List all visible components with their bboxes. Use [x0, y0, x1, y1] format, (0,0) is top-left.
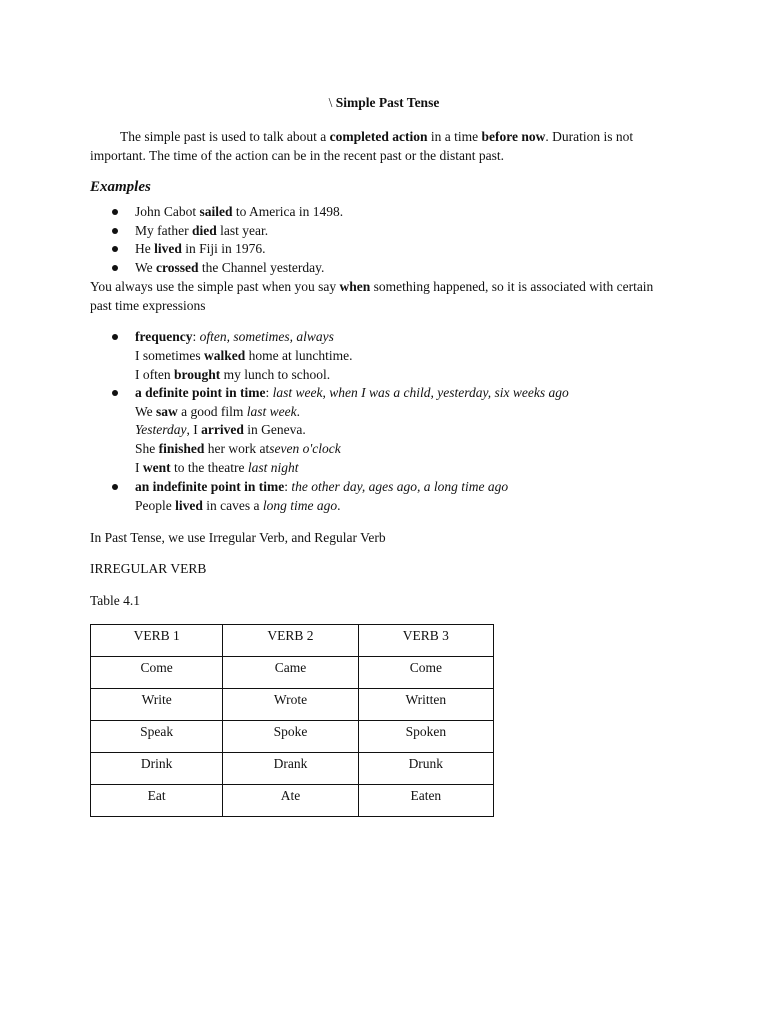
past-tense-line: In Past Tense, we use Irregular Verb, and Regular Verb: [90, 530, 386, 545]
example-item: [135, 259, 324, 277]
table-header-cell: VERB 3: [358, 625, 493, 657]
text: a good film: [177, 404, 247, 419]
irregular-heading: IRREGULAR VERB: [90, 561, 207, 576]
text: something happened, so it is associated with certain: [370, 279, 654, 294]
table-header-row: [91, 625, 494, 657]
when-line-2: past time expressions: [90, 298, 206, 313]
verb: finished: [158, 441, 205, 456]
indefinite-example: [135, 497, 341, 515]
bullet: [112, 228, 118, 234]
table-row: [91, 785, 494, 817]
indefinite-heading: [135, 478, 508, 496]
verb: lived: [154, 241, 182, 256]
bullet: [112, 390, 118, 396]
table-cell: Wrote: [223, 689, 358, 721]
intro-line-2: important. The time of the action can be in the recent past or the distant past.: [90, 148, 504, 163]
text: to the theatre: [170, 460, 248, 475]
verb: crossed: [156, 260, 199, 275]
table-row: [91, 657, 494, 689]
expressions-list: last week, when I was a child, yesterday, six weeks ago: [272, 385, 569, 400]
time-expression: long time ago: [262, 498, 338, 513]
verb: sailed: [199, 204, 233, 219]
title-text: Simple Past Tense: [335, 95, 440, 110]
text: in Geneva.: [243, 422, 306, 437]
bullet: [112, 484, 118, 490]
text: He: [135, 241, 155, 256]
definite-heading: [135, 384, 569, 402]
table-row: [91, 753, 494, 785]
text: We: [135, 404, 157, 419]
text: the Channel yesterday.: [198, 260, 325, 275]
examples-heading: Examples: [90, 179, 151, 195]
time-expression: last night: [247, 460, 299, 475]
table-cell: Ate: [223, 785, 358, 817]
text: People: [135, 498, 176, 513]
intro-text: The simple past is used to talk about a: [120, 129, 330, 144]
table-header-cell: VERB 1: [91, 625, 223, 657]
verb: walked: [204, 348, 246, 363]
text: home at lunchtime.: [245, 348, 353, 363]
bullet: [112, 334, 118, 340]
example-item: [135, 222, 268, 240]
label: an indefinite point in time: [135, 479, 285, 494]
verb: died: [191, 223, 217, 238]
frequency-example: [135, 347, 353, 365]
verb: saw: [156, 404, 178, 419]
verb: lived: [175, 498, 203, 513]
time-expression: Yesterday: [135, 422, 187, 437]
table-cell: Come: [358, 657, 493, 689]
text: in caves a: [202, 498, 263, 513]
text: My father: [135, 223, 192, 238]
expressions-list: often, sometimes, always: [199, 329, 334, 344]
table-header-cell: VERB 2: [223, 625, 358, 657]
text: I: [135, 460, 143, 475]
intro-bold: completed action: [329, 129, 428, 144]
table-cell: Drink: [91, 753, 223, 785]
text: , I: [186, 422, 202, 437]
text: last year.: [216, 223, 269, 238]
table-row: [91, 689, 494, 721]
table-cell: Came: [223, 657, 358, 689]
table-cell: Eaten: [358, 785, 493, 817]
text: You always use the simple past when you say: [90, 279, 340, 294]
example-item: [135, 203, 343, 221]
label: a definite point in time: [135, 385, 266, 400]
table-cell: Write: [91, 689, 223, 721]
frequency-heading: [135, 328, 334, 346]
table-cell: Eat: [91, 785, 223, 817]
verb: brought: [173, 367, 221, 382]
time-expression: last week: [246, 404, 297, 419]
sep: :: [284, 479, 292, 494]
verb: arrived: [201, 422, 244, 437]
table-cell: Speak: [91, 721, 223, 753]
definite-example: [135, 421, 306, 439]
text: John Cabot: [135, 204, 200, 219]
text: my lunch to school.: [220, 367, 331, 382]
text: in Fiji in 1976.: [181, 241, 266, 256]
intro-line-1: [120, 128, 633, 146]
intro-text: in a time: [427, 129, 482, 144]
text: .: [296, 404, 301, 419]
definite-example: [135, 440, 341, 458]
table-row: [91, 721, 494, 753]
table-cell: Written: [358, 689, 493, 721]
sep: :: [265, 385, 273, 400]
page-title: [0, 94, 768, 112]
expressions-list: the other day, ages ago, a long time ago: [291, 479, 509, 494]
bullet: [112, 265, 118, 271]
text: her work at: [204, 441, 270, 456]
bullet: [112, 209, 118, 215]
text: She: [135, 441, 159, 456]
example-item: [135, 240, 266, 258]
verb: went: [142, 460, 171, 475]
table-cell: Spoken: [358, 721, 493, 753]
text: .: [337, 498, 341, 513]
definite-example: [135, 403, 300, 421]
bold-word: when: [339, 279, 371, 294]
bullet: [112, 246, 118, 252]
text: to America in 1498.: [232, 204, 344, 219]
frequency-example: [135, 366, 330, 384]
intro-text: . Duration is not: [545, 129, 634, 144]
table-caption: Table 4.1: [90, 593, 141, 608]
table-cell: Spoke: [223, 721, 358, 753]
label: frequency: [135, 329, 193, 344]
sep: :: [192, 329, 200, 344]
intro-bold: before now: [481, 129, 546, 144]
irregular-verb-table: [90, 624, 494, 817]
table-cell: Drank: [223, 753, 358, 785]
text: We: [135, 260, 157, 275]
table-cell: Drunk: [358, 753, 493, 785]
definite-example: [135, 459, 298, 477]
text: I sometimes: [135, 348, 204, 363]
text: I often: [135, 367, 174, 382]
title-prefix: \: [328, 95, 336, 110]
when-line-1: [90, 278, 653, 296]
table-cell: Come: [91, 657, 223, 689]
time-expression: seven o'clock: [269, 441, 341, 456]
